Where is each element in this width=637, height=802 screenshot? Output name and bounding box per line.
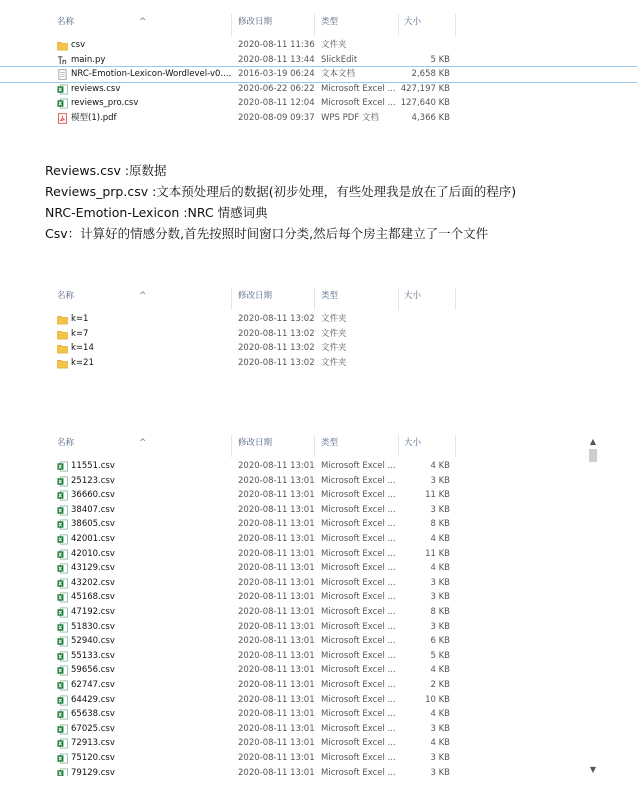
- file-row[interactable]: [0, 517, 637, 532]
- file-row[interactable]: [0, 82, 637, 97]
- column-header-size[interactable]: 大小: [404, 291, 422, 301]
- file-row[interactable]: [0, 693, 637, 708]
- column-header-name[interactable]: 名称: [57, 17, 75, 27]
- excel-file-icon: [57, 578, 68, 589]
- folder-icon: [57, 343, 68, 354]
- file-type: Microsoft Excel ...: [321, 504, 396, 515]
- file-date: 2020-08-11 13:01: [238, 461, 315, 471]
- pdf-file-icon: [57, 113, 68, 124]
- file-size: 10 KB: [425, 694, 450, 705]
- file-type: Microsoft Excel ...: [321, 563, 396, 574]
- file-date: 2020-08-11 13:02: [238, 357, 315, 368]
- file-name: NRC-Emotion-Lexicon-Wordlevel-v0....: [71, 69, 232, 80]
- text-file-icon: [57, 69, 68, 80]
- file-row[interactable]: [0, 678, 637, 693]
- note-line: Reviews_prp.csv :文本预处理后的数据(初步处理，有些处理我是放在了后面的程序): [45, 184, 517, 199]
- file-date: 2020-08-11 13:01: [238, 636, 315, 647]
- file-type: 文件夹: [321, 343, 347, 354]
- python-file-icon: [57, 55, 68, 66]
- file-size: 8 KB: [430, 519, 450, 530]
- file-row[interactable]: [0, 736, 637, 751]
- excel-file-icon: [57, 490, 68, 501]
- file-row[interactable]: [0, 605, 637, 620]
- file-size: 4 KB: [430, 461, 450, 471]
- file-type: Microsoft Excel ...: [321, 548, 396, 559]
- file-name: k=21: [71, 357, 94, 368]
- column-header-date[interactable]: 修改日期: [238, 438, 273, 448]
- file-row[interactable]: [0, 312, 637, 327]
- file-date: 2020-06-22 06:22: [238, 83, 315, 94]
- file-date: 2020-08-11 13:01: [238, 694, 315, 705]
- excel-file-icon: [57, 636, 68, 647]
- scroll-down-icon[interactable]: ▼: [589, 765, 597, 774]
- file-name: 55133.csv: [71, 650, 115, 661]
- scroll-thumb[interactable]: [589, 449, 597, 462]
- file-date: 2020-08-11 13:01: [238, 563, 315, 574]
- file-date: 2020-08-11 13:01: [238, 490, 315, 501]
- folder-icon: [57, 358, 68, 369]
- file-name: 62747.csv: [71, 680, 115, 690]
- file-date: 2020-08-11 13:01: [238, 665, 315, 676]
- file-size: 5 KB: [430, 650, 450, 661]
- excel-file-icon: [57, 592, 68, 603]
- file-type: Microsoft Excel ...: [321, 650, 396, 661]
- file-row[interactable]: [0, 341, 637, 356]
- file-date: 2020-08-11 13:01: [238, 709, 315, 720]
- file-type: 文本文档: [321, 69, 356, 80]
- file-row[interactable]: [0, 474, 637, 489]
- folder-icon: [57, 40, 68, 51]
- sort-ascending-icon: ^: [139, 291, 147, 301]
- file-type: Microsoft Excel ...: [321, 475, 396, 486]
- file-name: 47192.csv: [71, 607, 115, 617]
- file-name: reviews_pro.csv: [71, 98, 139, 109]
- file-size: 3 KB: [430, 621, 450, 632]
- file-list-viewport[interactable]: [0, 458, 637, 776]
- file-name: 72913.csv: [71, 738, 115, 749]
- file-row[interactable]: [0, 67, 637, 82]
- file-size: 4 KB: [430, 738, 450, 749]
- file-size: 2 KB: [430, 680, 450, 690]
- file-size: 127,640 KB: [400, 98, 450, 109]
- excel-file-icon: [57, 534, 68, 545]
- file-row[interactable]: [0, 38, 637, 53]
- excel-file-icon: [57, 607, 68, 618]
- explorer-panel-main: [0, 12, 637, 132]
- file-type: Microsoft Excel ...: [321, 665, 396, 676]
- file-name: 79129.csv: [71, 767, 115, 776]
- file-date: 2020-08-11 13:01: [238, 519, 315, 530]
- excel-file-icon: [57, 651, 68, 662]
- file-name: k=7: [71, 328, 89, 339]
- file-row[interactable]: [0, 96, 637, 111]
- file-name: 42010.csv: [71, 548, 115, 559]
- file-date: 2020-08-11 13:02: [238, 343, 315, 354]
- file-name: 65638.csv: [71, 709, 115, 720]
- file-size: 4 KB: [430, 563, 450, 574]
- column-header-size[interactable]: 大小: [404, 438, 422, 448]
- excel-file-icon: [57, 738, 68, 749]
- excel-file-icon: [57, 665, 68, 676]
- file-date: 2020-08-11 13:02: [238, 314, 315, 324]
- note-line: Csv：计算好的情感分数,首先按照时间窗口分类,然后每个房主都建立了一个文件: [45, 226, 489, 241]
- file-type: Microsoft Excel ...: [321, 577, 396, 588]
- file-type: Microsoft Excel ...: [321, 738, 396, 749]
- file-row[interactable]: [0, 576, 637, 591]
- vertical-scrollbar[interactable]: [587, 436, 599, 776]
- file-type: Microsoft Excel ...: [321, 607, 396, 617]
- file-type: Microsoft Excel ...: [321, 83, 396, 94]
- file-date: 2020-08-11 13:01: [238, 723, 315, 734]
- file-date: 2020-08-11 13:01: [238, 650, 315, 661]
- file-name: 模型(1).pdf: [71, 113, 117, 123]
- column-header-type[interactable]: 类型: [321, 438, 339, 448]
- file-type: Microsoft Excel ...: [321, 621, 396, 632]
- file-type: Microsoft Excel ...: [321, 680, 396, 690]
- file-date: 2020-08-11 13:01: [238, 753, 315, 763]
- file-date: 2020-08-11 13:01: [238, 607, 315, 617]
- file-date: 2020-08-11 13:01: [238, 548, 315, 559]
- file-row[interactable]: [0, 649, 637, 664]
- sort-ascending-icon: ^: [139, 17, 147, 27]
- file-type: Microsoft Excel ...: [321, 98, 396, 109]
- file-type: 文件夹: [321, 328, 347, 339]
- file-type: Microsoft Excel ...: [321, 490, 396, 501]
- file-date: 2020-08-11 13:01: [238, 621, 315, 632]
- excel-file-icon: [57, 709, 68, 720]
- file-type: 文件夹: [321, 357, 347, 368]
- file-date: 2020-08-11 13:01: [238, 475, 315, 486]
- file-size: 11 KB: [425, 490, 450, 501]
- file-row[interactable]: [0, 503, 637, 518]
- file-date: 2020-08-11 13:01: [238, 738, 315, 749]
- file-date: 2020-08-09 09:37: [238, 113, 315, 123]
- file-row[interactable]: [0, 634, 637, 649]
- excel-file-icon: [57, 695, 68, 706]
- excel-file-icon: [57, 461, 68, 472]
- file-name: 11551.csv: [71, 461, 115, 471]
- file-type: Microsoft Excel ...: [321, 636, 396, 647]
- file-row[interactable]: [0, 53, 637, 68]
- file-size: 4 KB: [430, 665, 450, 676]
- excel-file-icon: [57, 98, 68, 109]
- column-header-name[interactable]: 名称: [57, 291, 75, 301]
- file-date: 2020-08-11 12:04: [238, 98, 315, 109]
- column-header-type[interactable]: 类型: [321, 291, 339, 301]
- file-size: 3 KB: [430, 475, 450, 486]
- excel-file-icon: [57, 549, 68, 560]
- file-date: 2020-08-11 13:01: [238, 534, 315, 544]
- file-size: 2,658 KB: [411, 69, 450, 80]
- column-header-row: [0, 286, 637, 306]
- file-type: SlickEdit: [321, 54, 358, 65]
- column-header-row: [0, 433, 637, 453]
- file-name: 59656.csv: [71, 665, 115, 676]
- excel-file-icon: [57, 680, 68, 691]
- column-header-type[interactable]: 类型: [321, 17, 339, 27]
- file-name: k=14: [71, 343, 94, 354]
- scroll-up-icon[interactable]: ▲: [589, 437, 597, 446]
- file-type: Microsoft Excel ...: [321, 592, 396, 603]
- file-name: 64429.csv: [71, 694, 115, 705]
- file-type: Microsoft Excel ...: [321, 519, 396, 530]
- file-date: 2020-08-11 13:01: [238, 680, 315, 690]
- note-line: NRC-Emotion-Lexicon :NRC 情感词典: [45, 205, 268, 220]
- file-size: 3 KB: [430, 504, 450, 515]
- file-row[interactable]: [0, 561, 637, 576]
- file-name: reviews.csv: [71, 83, 121, 94]
- file-row[interactable]: [0, 620, 637, 635]
- file-name: 52940.csv: [71, 636, 115, 647]
- file-size: 3 KB: [430, 577, 450, 588]
- excel-file-icon: [57, 84, 68, 95]
- excel-file-icon: [57, 724, 68, 735]
- file-name: 43129.csv: [71, 563, 115, 574]
- file-type: Microsoft Excel ...: [321, 694, 396, 705]
- explorer-panel-csv-folder: [0, 286, 637, 376]
- excel-file-icon: [57, 476, 68, 487]
- file-date: 2020-08-11 13:01: [238, 577, 315, 588]
- file-name: 38605.csv: [71, 519, 115, 530]
- file-size: 6 KB: [430, 636, 450, 647]
- file-row[interactable]: [0, 751, 637, 766]
- file-size: 3 KB: [430, 753, 450, 763]
- sort-ascending-icon: ^: [139, 438, 147, 448]
- file-date: 2020-08-11 13:44: [238, 54, 315, 65]
- file-name: csv: [71, 40, 86, 50]
- file-name: 25123.csv: [71, 475, 115, 486]
- folder-icon: [57, 329, 68, 340]
- file-date: 2020-08-11 13:01: [238, 592, 315, 603]
- column-header-date[interactable]: 修改日期: [238, 291, 273, 301]
- file-size: 8 KB: [430, 607, 450, 617]
- column-header-row: [0, 12, 637, 32]
- file-type: Microsoft Excel ...: [321, 534, 396, 544]
- file-date: 2020-08-11 11:36: [238, 40, 315, 50]
- file-row[interactable]: [0, 707, 637, 722]
- file-type: 文件夹: [321, 40, 347, 50]
- file-row[interactable]: [0, 532, 637, 547]
- file-size: 5 KB: [430, 54, 450, 65]
- file-size: 11 KB: [425, 548, 450, 559]
- file-size: 3 KB: [430, 592, 450, 603]
- file-row[interactable]: [0, 766, 637, 776]
- excel-file-icon: [57, 505, 68, 516]
- file-row[interactable]: [0, 547, 637, 562]
- file-name: 75120.csv: [71, 753, 115, 763]
- file-date: 2020-08-11 13:01: [238, 504, 315, 515]
- excel-file-icon: [57, 753, 68, 764]
- file-size: 4 KB: [430, 709, 450, 720]
- file-type: 文件夹: [321, 314, 347, 324]
- file-name: 42001.csv: [71, 534, 115, 544]
- file-name: 67025.csv: [71, 723, 115, 734]
- file-type: Microsoft Excel ...: [321, 753, 396, 763]
- excel-file-icon: [57, 622, 68, 633]
- file-date: 2016-03-19 06:24: [238, 69, 315, 80]
- excel-file-icon: [57, 768, 68, 776]
- column-header-name[interactable]: 名称: [57, 438, 75, 448]
- file-row[interactable]: [0, 488, 637, 503]
- excel-file-icon: [57, 519, 68, 530]
- file-size: 4 KB: [430, 534, 450, 544]
- file-name: 43202.csv: [71, 577, 115, 588]
- file-size: 3 KB: [430, 767, 450, 776]
- file-size: 427,197 KB: [400, 83, 450, 94]
- file-row[interactable]: [0, 722, 637, 737]
- file-name: 45168.csv: [71, 592, 115, 603]
- column-header-date[interactable]: 修改日期: [238, 17, 273, 27]
- notes-block: [45, 160, 516, 244]
- file-name: 51830.csv: [71, 621, 115, 632]
- file-name: k=1: [71, 314, 89, 324]
- file-name: 38407.csv: [71, 504, 115, 515]
- file-name: main.py: [71, 54, 106, 65]
- file-row[interactable]: [0, 459, 637, 474]
- file-row[interactable]: [0, 111, 637, 126]
- file-date: 2020-08-11 13:02: [238, 328, 315, 339]
- column-header-size[interactable]: 大小: [404, 17, 422, 27]
- file-size: 3 KB: [430, 723, 450, 734]
- note-line: Reviews.csv :原数据: [45, 163, 167, 178]
- folder-icon: [57, 314, 68, 325]
- file-type: Microsoft Excel ...: [321, 723, 396, 734]
- excel-file-icon: [57, 563, 68, 574]
- file-type: Microsoft Excel ...: [321, 767, 396, 776]
- file-type: WPS PDF 文档: [321, 113, 379, 123]
- file-type: Microsoft Excel ...: [321, 461, 396, 471]
- file-size: 4,366 KB: [411, 113, 450, 123]
- file-row[interactable]: [0, 663, 637, 678]
- file-row[interactable]: [0, 590, 637, 605]
- file-name: 36660.csv: [71, 490, 115, 501]
- file-row[interactable]: [0, 327, 637, 342]
- file-row[interactable]: [0, 356, 637, 371]
- file-type: Microsoft Excel ...: [321, 709, 396, 720]
- file-date: 2020-08-11 13:01: [238, 767, 315, 776]
